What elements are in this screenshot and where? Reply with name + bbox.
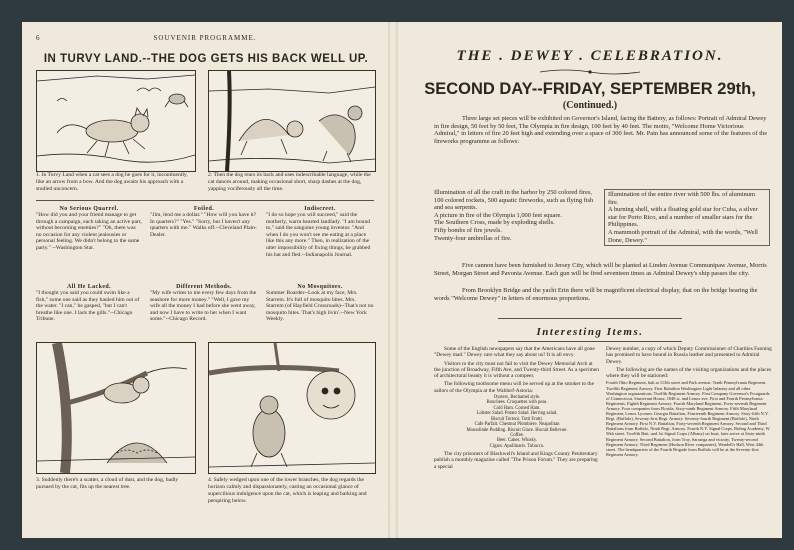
item-prison-forum: The city prisoners of Blackwell's Island and Kings County Penitentiary publish a monthly magazine called "The Prison Forum." They are preparing a special <box>434 451 598 470</box>
right-page <box>398 22 782 538</box>
divider <box>498 341 682 342</box>
fireworks-list-left <box>434 189 602 242</box>
comic-panel-3 <box>36 342 196 474</box>
dog-on-branch-cat-below-illustration <box>209 343 375 473</box>
joke-all-he-lacked <box>36 284 142 323</box>
day-heading: SECOND DAY--FRIDAY, SEPTEMBER 29th, <box>424 80 756 98</box>
joke-text: Summer Boarder--Look at my face, Mrs. Starrem. It's full of mosquito bites. Mrs. Starrem (of Hayfield Crossroads)--That's not no mosquito bites. That's high livin'.--New York Weekly. <box>266 290 374 323</box>
items-heading: Interesting Items. <box>536 326 644 338</box>
organizations-list: Fourth Ohio Regiment, halt at 113th street and Park avenue. Tenth Pennsylvania Regiment, Twelfth Regiment Armory. First Battalion Washington Light Infantry and all other Washington organizations, Twelfth Regiment Armory. First Company Governor's Footguards of Connecticut, Sturtevant House, 1848 st. and Lenox ave. First and Fourth Pennsylvania Regiments, Eighth Regiment Armory. Fourth Maryland Regiment, Forty-seventh Regiment Armory. Four companies from Florida, Sixty-ninth Regiment Armory. Fifth Maryland Regiment, Lenox Lyceum. Georgia Battalion, Fourteenth Regiment Armory. Sixty-fifth N.Y. Regt. (Buffalo), Seventy-first Regt. Armory. Seventy-fourth Regiment (Buffalo), Ninth Regiment Armory. First N.Y. Battalion, Forty-seventh Regiment Armory. Second and Third Battalions from Buffalo, Ninth Regt. Armory. Fourth N.Y. Signal Corps, Riding Academy, W. 56th street. Twelfth Batt. and 1st Signal Corps (Albany) on boat; later arrive at Sixty-ninth Regiment Armory. Second Battalion, from Troy, Saratoga and vicinity, Twenty-second Regiment Armory. Third Regiment (Hudson River companies), Wendell's Hall, West 44th street. The headquarters of the Fourth Brigade from Buffalo will be at the Seventy-first Regiment Armory. <box>606 380 771 457</box>
fireworks-item: Twenty-four umbrellas of fire. <box>434 234 512 242</box>
comic-panel-2 <box>208 70 376 172</box>
menu-line: Oysters, Bechamel style. <box>493 395 541 401</box>
cat-charging-dog-illustration <box>37 71 195 171</box>
comic-panel-1 <box>36 70 196 172</box>
caption-panel-2: 2. Then the dog rears its back and uses indescribable language, while the cat dances around, making occasional short, sharp dashes at the dog, yapping vociferously all the time. <box>208 172 371 192</box>
cannon-paragraph: Five cannon have been furnished to Jersey City, which will be planted at Linden Avenue Communipaw Avenue, Morris Street, Morgan Street and Pavonia Avenue. Each gun will be fired seventeen times as Admiral Dewey's ship passes the city. <box>434 262 767 277</box>
fireworks-item: A picture in fire of the Olympia 1,000 feet square. <box>434 211 562 219</box>
celebration-title: THE . DEWEY . CELEBRATION. <box>456 48 724 64</box>
menu-line: Bouchees. Croquettes with peas. <box>486 400 548 406</box>
left-page <box>22 22 388 538</box>
joke-heading: No Mosquitoes. <box>297 284 343 290</box>
joke-no-serious-quarrel <box>36 206 142 252</box>
joke-heading: No Serious Quarrel. <box>59 206 119 212</box>
fireworks-intro: Three large set pieces will be exhibited on Governor's Island, facing the Battery, as follows: Portrait of Admiral Dewey in fire design, 50 feet by 50 feet, The Olympia in fire design, 100 feet by 40 feet. The motto, "Welcome Home Victorious Admiral," in letters of fire 20 feet high and extending over a space of 300 feet. Mr. Pain has announced some of the features of the fireworks programme as follows: <box>434 115 768 145</box>
menu-line: Biscuit Tortoni. Tutti Frutti. <box>490 416 544 422</box>
joke-indiscreet <box>266 206 374 258</box>
joke-heading: All He Lacked. <box>66 284 112 290</box>
brooklyn-paragraph: From Brooklyn Bridge and the yacht Erin there will be magnificent electrical display, that on the bridge bearing the words "Welcome Dewey" in letters of enormous proportions. <box>434 287 758 302</box>
joke-foiled <box>150 206 258 238</box>
joke-heading: Indiscreet. <box>304 206 336 212</box>
ornament-flourish <box>540 68 640 76</box>
menu-line: Beer. Cakes. Whisky. <box>496 438 538 444</box>
page-number: 6 <box>36 34 41 42</box>
organizations-intro: The following are the names of the visiting organizations and the places where they will be stationed: <box>606 366 772 380</box>
joke-text: "Jim, lend me a dollar." "How will you have it? In quarters?" "Yes." "Sorry, but I haven't any quarters with me." Walks off.--Cleveland Plain-Dealer. <box>150 212 257 238</box>
item-menu-intro: The following toothsome menu will be served up at the smoker to the sailors of the Olympia at the Waldorf-Astoria: <box>434 381 595 394</box>
joke-text: "How did you and your friend manage to get through a campaign, each taking an active part, without becoming enemies?" "Oh, there was no occasion for any violent jealousies or personal feeling. We didn't belong to the same party." --Washington Star. <box>36 212 142 251</box>
item-dewey-arch: Visitors to the city must not fail to visit the Dewey Memorial Arch at the junction of Broadway, Fifth Ave, and Twenty-third Street. As a specimen of architectural beauty it is without a compeer. <box>434 360 599 380</box>
smoker-menu <box>434 395 600 449</box>
continued-label: (Continued.) <box>562 100 618 111</box>
fireworks-item: A mammoth portrait of the Admiral, with the words, "Well Done, Dewey." <box>608 228 758 244</box>
joke-text: "My wife writes to me every few days from the seashore for more money." "Well, I gave my wife all the money I had before she went away, and now I have to write to her when I want some."--Chicago Record. <box>150 290 257 323</box>
joke-heading: Different Methods. <box>176 284 232 290</box>
menu-line: Cold Ham. Corned Ham. <box>493 405 541 411</box>
fireworks-item: Illumination of all the craft in the harbor by 250 colored fires, 100 colored rockets, 500 aquatic fireworks, such as flying fish and sea serpents. <box>434 189 594 212</box>
menu-line: Coffee. <box>510 432 524 438</box>
item-english-papers: Some of the English newspapers say that the Americans have all gone "Dewey mad." Dewey care what they say about us? It is all envy. <box>434 346 595 359</box>
joke-text: "I do so hope you will succeed," said the motherly, warm hearted landlady. "I am bound to," said the sanguine young inventor. "And when I do you won't see me eating at a place like this any more." Then, in realization of the utter impossibility of fixing things, he grabbed his hat and fled.--Indianapolis Journal. <box>266 212 371 258</box>
fireworks-item: The Southern Cross, made by exploding shells. <box>434 219 555 227</box>
joke-text: "I thought you said you could swim like a fish," some one said as they hauled him out of the water. "I can," he gasped, "but I can't breathe like one. I lack the gills."--Chicago Tribune. <box>36 290 140 323</box>
joke-different-methods <box>150 284 258 323</box>
joke-heading: Foiled. <box>193 206 215 212</box>
caption-panel-1: 1. In Turvy Land when a cat sees a dog he goes for it, incontinently, like an arrow from a bow. And the dog awaits his approach with a studied unconcern. <box>36 172 188 192</box>
items-column-right <box>606 346 772 457</box>
joke-no-mosquitoes <box>266 284 374 323</box>
comic-title: IN TURVY LAND.--THE DOG GETS HIS BACK WELL UP. <box>43 53 369 65</box>
caption-panel-3: 3. Suddenly there's a scatter, a cloud of dust, and the dog, badly pursued by the cat, fits up the nearest tree. <box>36 477 179 490</box>
divider <box>498 318 682 319</box>
dog-up-tree-illustration <box>37 343 195 473</box>
fireworks-item: Fifty bombs of fire jewels. <box>434 226 502 234</box>
fireworks-item: Illumination of the entire river with 500 lbs. of aluminum fire. <box>608 191 755 206</box>
divider <box>36 200 374 201</box>
item-dewey-number: Dewey number, a copy of which Deputy Commissioner of Charities Fanning has promised to have bound in Russia leather and presented to Admiral Dewey. <box>606 346 772 365</box>
items-column-left <box>434 346 600 470</box>
running-head: SOUVENIR PROGRAMME. <box>153 34 257 42</box>
menu-line: Cafe Parfait. Chestnut Plombiere. Neapolitan <box>474 422 560 428</box>
menu-line: Lobster Salad. Potato Salad. Herring salad. <box>476 411 558 417</box>
caption-panel-4: 4. Safely wedged upon one of the lower branches, the dog regards the horizon calmly and dispassionately, casting an occasional glance of supercilious indulgence upon the cat, which is leaping and barking and perspiring below. <box>208 477 367 504</box>
dog-rearing-back-illustration <box>209 71 375 171</box>
fireworks-list-right <box>604 189 770 246</box>
menu-line: Mousslinde Pudding. Biscuit Glace. Biscuit Bellevue. <box>466 427 568 433</box>
fireworks-item: A burning shell, with a floating gold star for Cuba, a silver star for Porto Rico, and a number of smaller stars for the Philippines. <box>608 206 758 229</box>
menu-line: Cigars. Apollinaris. Tobacco. <box>489 443 545 449</box>
comic-panel-4 <box>208 342 376 474</box>
